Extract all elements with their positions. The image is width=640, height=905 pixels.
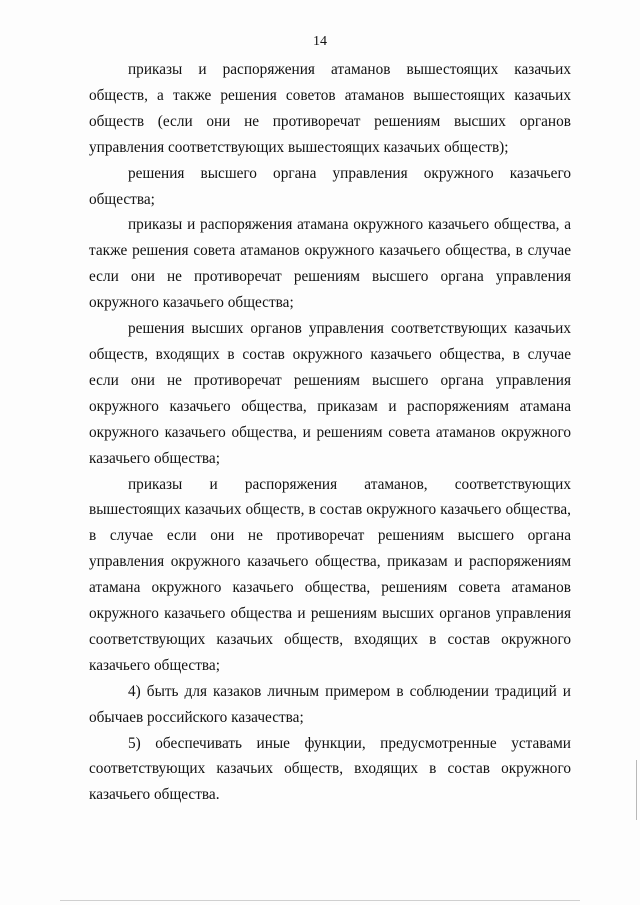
paragraph-3: приказы и распоряжения атамана окружного казачьего общества, а также решения совета атаманов окружного казачьего общества, в случае если они не противоречат решениям высшего органа управления окружного казачьего общества;: [89, 216, 571, 312]
scan-artifact: [60, 900, 580, 901]
paragraph-1: приказы и распоряжения атаманов вышестоящих казачьих обществ, а также решения советов атаманов вышестоящих казачьих обществ (если они не противоречат решениям высших органов управления соответствующих вышестоящих казачьих обществ);: [89, 61, 571, 156]
paragraph-5: приказы и распоряжения атаманов, соответствующих вышестоящих казачьих обществ, в состав окружного казачьего общества, в случае если они не противоречат решениям высшего органа управления окружного казачьего общества, приказам и распоряжениям атамана окружного казачьего общества, решениям совета атаманов окружного казачьего общества и решениям высших органов управления соответствующих казачьих обществ, входящих в состав окружного казачьего общества;: [89, 475, 571, 674]
paragraph-7: 5) обеспечивать иные функции, предусмотренные уставами соответствующих казачьих обществ, входящих в состав окружного казачьего общества.: [89, 734, 571, 804]
paragraph-2: решения высшего органа управления окружного казачьего общества;: [89, 164, 571, 208]
paragraph-4: решения высших органов управления соответствующих казачьих обществ, входящих в состав окружного казачьего общества, в случае если они не противоречат решениям высшего органа управления окружного казачьего общества, приказам и распоряжениям атамана окружного казачьего общества, и решениям совета атаманов окружного казачьего общества;: [89, 320, 571, 467]
document-body: [89, 57, 571, 808]
page-number: 14: [313, 34, 327, 49]
scan-artifact: [636, 760, 637, 820]
paragraph-6: 4) быть для казаков личным примером в соблюдении традиций и обычаев российского казачества;: [89, 682, 571, 726]
